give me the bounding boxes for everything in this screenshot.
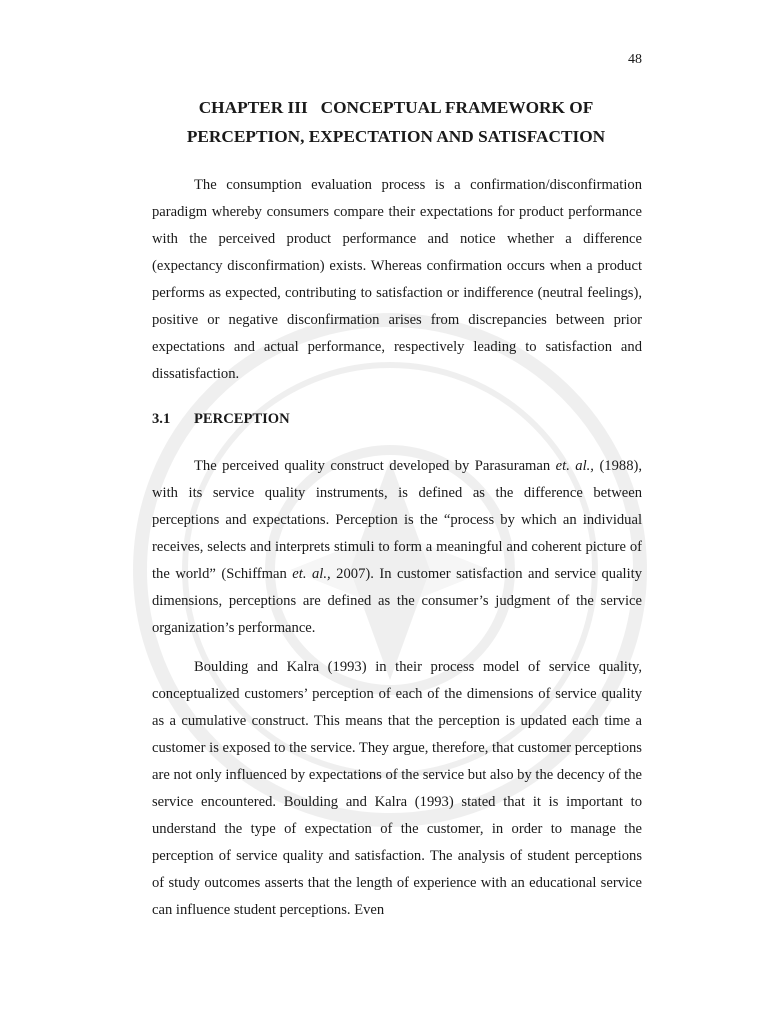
citation-etal-1: et. al., bbox=[555, 458, 594, 474]
perception-paragraph bbox=[152, 453, 642, 642]
intro-paragraph: The consumption evaluation process is a confirmation/disconfirmation paradigm whereby consumers compare their expectations for product performance with the perceived product performance and notice whether a difference (expectancy disconfirmation) exists. Whereas confirmation occurs when a product performs as expected, contributing to satisfaction or indifference (neutral feelings), positive or negative disconfirmation arises from discrepancies between prior expectations and actual performance, respectively leading to satisfaction and dissatisfaction. bbox=[152, 177, 642, 382]
section-heading bbox=[152, 411, 290, 428]
chapter-title bbox=[60, 93, 732, 151]
chapter-title-line-1: CHAPTER III CONCEPTUAL FRAMEWORK OF bbox=[198, 98, 594, 117]
chapter-title-line-2: PERCEPTION, EXPECTATION AND SATISFACTION bbox=[186, 127, 606, 146]
perception-text-1: The perceived quality construct developed by Parasuraman bbox=[194, 458, 556, 474]
perception-text-2: (1988), with its service quality instruments, is defined as the difference between perceptions and expectations. Perception is the “process by which an individual receives, selects and interprets stimuli to form a meaningful and coherent picture of the world” (Schiffman bbox=[152, 458, 642, 582]
citation-etal-2: et. al., bbox=[292, 566, 331, 582]
boulding-paragraph: Boulding and Kalra (1993) in their process model of service quality, conceptualized customers’ perception of each of the dimensions of service quality as a cumulative construct. This means that the perception is updated each time a customer is exposed to the service. They argue, therefore, that customer perceptions are not only influenced by expectations of the service but also by the decency of the service encountered. Boulding and Kalra (1993) stated that it is important to understand the type of expectation of the customer, in order to manage the perception of service quality and satisfaction. The analysis of student perceptions of study outcomes asserts that the length of experience with an educational service can influence student perceptions. Even bbox=[152, 659, 642, 918]
section-title: PERCEPTION bbox=[194, 411, 290, 427]
page-number: 48 bbox=[628, 52, 642, 67]
section-number: 3.1 bbox=[152, 411, 171, 427]
perception-text-3: 2007). In customer satisfaction and service quality dimensions, perceptions are defined as the consumer’s judgment of the service organization’s performance. bbox=[152, 566, 643, 636]
